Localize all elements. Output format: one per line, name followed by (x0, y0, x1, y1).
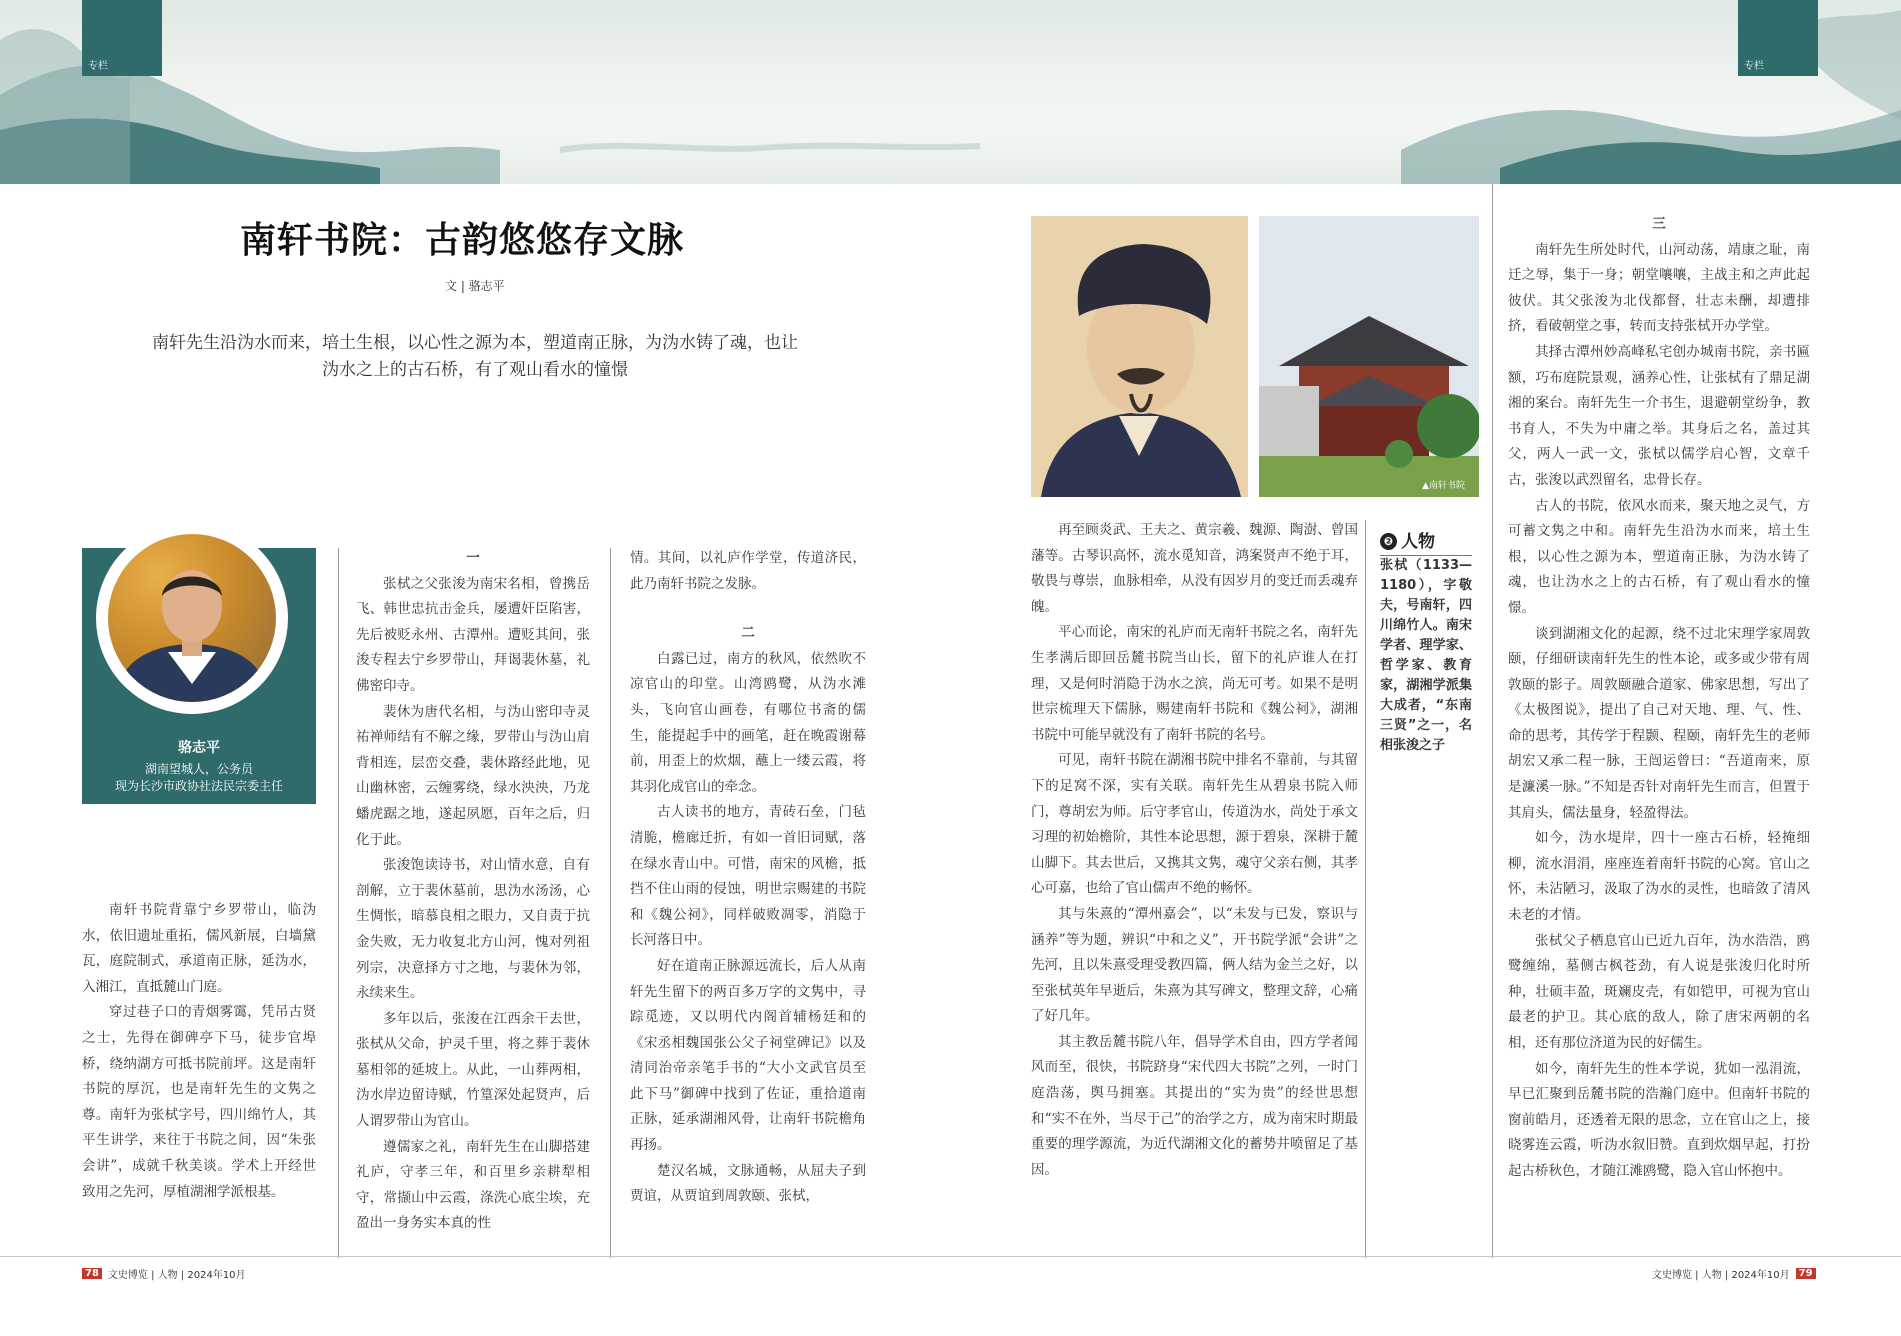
sidebar-heading-text: 人物 (1401, 532, 1435, 552)
author-role (82, 761, 316, 795)
author-photo (108, 534, 276, 702)
section-heading: 一 (466, 550, 480, 566)
footer-text: 文史博览 | 人物 | 2024年10月 (1652, 1270, 1790, 1281)
sidebar-number-icon: ❷ (1380, 533, 1397, 550)
body-column-5 (1508, 212, 1810, 1185)
body-column-3 (630, 546, 866, 1210)
lead-line: 南轩先生沿沩水而来，培土生根，以心性之源为本，塑道南正脉，为沩水铸了魂，也让 (152, 333, 798, 353)
column-divider (610, 548, 611, 1258)
paragraph: 如今，南轩先生的性本学说，犹如一泓涓流，早已汇聚到岳麓书院的浩瀚门庭中。但南轩书院的窗前皓月，还透着无限的思念，立在官山之上，接晓雾连云霞，听沩水叙旧赞。直到炊烟早起，打扮起古桥秋色，才随江滩鸥鹭，隐入官山怀抱中。 (1508, 1060, 1810, 1179)
paragraph: 情。其间，以礼庐作学堂，传道济民，此乃南轩书院之发脉。 (630, 550, 866, 592)
section-heading: 三 (1652, 216, 1666, 232)
paragraph: 古人的书院，依风水而来，聚天地之灵气，方可蓄文隽之中和。南轩先生沿沩水而来，培土生根，以心性之源为本，塑道南正脉，为沩水铸了魂，也让沩水之上的古石桥，有了观山看水的憧憬。 (1508, 497, 1810, 616)
body-column-4 (1031, 518, 1358, 1183)
paragraph: 张栻父子栖息官山已近九百年，沩水浩浩，鸥鹭缠绵，墓侧古枫苍劲，有人说是张浚归化时所种，壮硕丰盈，斑斓皮壳，有如铠甲，可视为官山最老的护卫。其心底的敌人，除了唐宋两朝的名相，还有那位济道为民的好儒生。 (1508, 932, 1810, 1051)
paragraph: 南轩先生所处时代，山河动荡，靖康之耻，南迁之辱，集于一身；朝堂嚷嚷，主战主和之声此起彼伏。其父张浚为北伐都督，壮志未酬，却遭排挤，看破朝堂之事，转而支持张栻开办学堂。 (1508, 241, 1810, 335)
article-lead (125, 330, 825, 384)
paragraph: 楚汉名城，文脉通畅，从屈夫子到贾谊，从贾谊到周敦颐、张栻， (630, 1162, 866, 1205)
paragraph: 白露已过，南方的秋风，依然吹不凉官山的印堂。山湾鸥鹭，从沩水滩头，飞向官山画卷，有哪位书斋的儒生，能提起手中的画笔，赶在晚霞谢幕前，用歪上的炊烟，蘸上一缕云霞，将其羽化成官山的牵念。 (630, 650, 866, 795)
paragraph: 其择古潭州妙高峰私宅创办城南书院，亲书匾额，巧布庭院景观，涵养心性，让张栻有了鼎足湖湘的案台。南轩先生一介书生，退避朝堂纷争，教书育人，不失为中庸之举。其身后之名，盖过其父，两人一武一文，张栻以儒学启心智，文章千古，张浚以武烈留名，忠骨长存。 (1508, 343, 1810, 488)
column-divider (1492, 184, 1493, 1258)
author-role-line: 湖南望城人，公务员 (144, 762, 253, 776)
article-byline: 文 | 骆志平 (445, 279, 505, 293)
paragraph: 遵儒家之礼，南轩先生在山脚搭建礼庐，守孝三年，和百里乡亲耕犁相守，常撷山中云霞，涤洗心底尘埃，充盈出一身务实本真的性 (356, 1138, 590, 1232)
body-column-2 (356, 546, 590, 1237)
page-number: 78 (82, 1268, 102, 1279)
paragraph: 古人读书的地方，青砖石垒，门毡清脆，檐廊迁折，有如一首旧词赋，落在绿水青山中。可惜，南宋的风檐，抵挡不住山雨的侵蚀，明世宗赐建的书院和《魏公祠》，同样破败凋零，消隐于长河落日中。 (630, 804, 866, 949)
paragraph: 南轩书院背靠宁乡罗带山，临沩水，依旧遗址重拓，儒风新展，白墙黛瓦，庭院制式，承道南正脉，延沩水，入湘江，直抵麓山门庭。 (82, 902, 316, 995)
paragraph: 其主教岳麓书院八年，倡导学术自由，四方学者闻风而至，很快，书院跻身“宋代四大书院”之列，一时门庭浩荡，舆马拥塞。其提出的“实为贵”的经世思想和“实不在外，当尽于己”的治学之方，成为南宋时期最重要的理学源流，为近代湖湘文化的蓄势井喷留足了基因。 (1031, 1033, 1358, 1178)
sidebar-heading (1380, 527, 1472, 556)
author-role-line: 现为长沙市政协社法民宗委主任 (114, 779, 283, 793)
paragraph: 张浚饱读诗书，对山情水意，自有剖解，立于裴休墓前，思沩水汤汤，心生惆怅，暗慕良相之眼力，又自责于抗金失败，无力收复北方山河，愧对列祖列宗，决意择方寸之地，与裴休为邻，永续来生。 (356, 857, 590, 1002)
footer-text: 文史博览 | 人物 | 2024年10月 (107, 1270, 246, 1281)
paragraph: 裴休为唐代名相，与沩山密印寺灵祐禅师结有不解之缘，罗带山与沩山肩背相连，层峦交叠，裴休路经此地，见山幽林密，云缠雾绕，绿水泱泱，乃龙蟠虎踞之地，遂起夙愿，百年之后，归化于此。 (356, 703, 590, 848)
body-column-1 (82, 898, 316, 1205)
lead-line: 沩水之上的古石桥，有了观山看水的憧憬 (322, 360, 628, 380)
paragraph: 其与朱熹的“潭州嘉会”，以“未发与已发，察识与涵养”等为题，辨识“中和之义”，开书院学派“会讲”之先河，且以朱熹受理受教四篇，俩人结为金兰之好，以至张栻英年早逝后，朱熹为其写碑文，整理文辞，心痛了好几年。 (1031, 905, 1358, 1025)
paragraph: 如今，沩水堤岸，四十一座古石桥，轻掩细柳，流水涓涓，座座连着南轩书院的心窝。官山之怀，未沾陋习，汲取了沩水的灵性，也暗敛了清风未老的才情。 (1508, 830, 1810, 924)
section-tag-left: 专栏 (82, 0, 162, 76)
paragraph: 平心而论，南宋的礼庐而无南轩书院之名，南轩先生孝满后即回岳麓书院当山长，留下的礼庐谁人在打理，又是何时消隐于沩水之滨，尚无可考。如果不是明世宗梳理天下儒脉，赐建南轩书院和《魏公祠》，湖湘书院中可能早就没有了南轩书院的名号。 (1031, 624, 1358, 743)
footer-left (82, 1266, 246, 1281)
sidebar-bio: 张栻（1133—1180），字敬夫，号南轩，四川绵竹人。南宋学者、理学家、哲学家、教育家，湖湘学派集大成者，“东南三贤”之一，名相张浚之子 (1380, 558, 1472, 753)
paragraph: 多年以后，张浚在江西余干去世，张栻从父命，护灵千里，将之葬于裴休墓相邻的延坡上。从此，一山葬两相，沩水岸边留诗赋，竹篁深处起贤声，后人谓罗带山为官山。 (356, 1010, 590, 1130)
author-name: 骆志平 (178, 740, 220, 756)
paragraph: 好在道南正脉源远流长，后人从南轩先生留下的两百多万字的文隽中，寻踪觅迹，又以明代内阁首辅杨廷和的《宋丞相魏国张公父子祠堂碑记》以及清同治帝亲笔手书的“大小文武官员至此下马”御碑中找到了佐证，重拾道南正脉，延承湖湘风骨，让南轩书院檐角再扬。 (630, 957, 866, 1154)
paragraph: 谈到湖湘文化的起源，绕不过北宋理学家周敦颐，仔细研读南轩先生的性本论，或多或少带有周敦颐的影子。周敦颐融合道家、佛家思想，写出了《太极图说》，提出了自己对天地、理、气、性、命的思考，其传学于程颢、程颐，南轩先生的老师胡宏又承二程一脉，王闿运曾曰：“吾道南来，原是濂溪一脉。”不知是否针对南轩先生而言，但置于其肩头，儒法量身，轻盈得法。 (1508, 625, 1810, 821)
column-divider (338, 548, 339, 1258)
column-divider (1365, 520, 1366, 1258)
footer-right (1652, 1266, 1816, 1281)
section-heading: 二 (741, 625, 755, 642)
article-title: 南轩书院：古韵悠悠存文脉 (240, 220, 685, 261)
academy-building-photo (1259, 216, 1479, 497)
paragraph: 可见，南轩书院在湖湘书院中排名不靠前，与其留下的足窝不深，实有关联。南轩先生从碧泉书院入师门，尊胡宏为师。后守孝官山，传道沩水，尚处于承文习理的初始檐阶，其性本论思想，源于碧泉，深耕于麓山脚下。其去世后，又携其文隽，魂守父亲右侧，其孝心可嘉，也给了官山儒声不绝的畅怀。 (1031, 752, 1358, 897)
section-tag-right: 专栏 (1738, 0, 1818, 76)
paragraph: 张栻之父张浚为南宋名相，曾携岳飞、韩世忠抗击金兵，屡遭奸臣陷害，先后被贬永州、古潭州。遭贬其间，张浚专程去宁乡罗带山，拜谒裴休墓，礼佛密印寺。 (356, 575, 590, 694)
author-avatar (96, 522, 288, 714)
portrait-painting (1031, 216, 1248, 497)
paragraph: 穿过巷子口的青烟雾霭，凭吊古贤之士，先得在御碑亭下马，徒步官埠桥，绕纳湖方可抵书院前坪。这是南轩书院的厚沉，也是南轩先生的文隽之尊。南轩为张栻字号，四川绵竹人，其平生讲学，来往于书院之间，因“朱张会讲”，成就千秋美谈。学术上开经世致用之先河，厚植湖湘学派根基。 (82, 1004, 316, 1200)
paragraph: 再至顾炎武、王夫之、黄宗羲、魏源、陶澍、曾国藩等。古琴识高怀，流水觅知音，鸿案贤声不绝于耳，敬畏与尊崇，血脉相牵，从没有因岁月的变迁而丢魂弃魄。 (1031, 522, 1358, 615)
page-number: 79 (1796, 1268, 1816, 1279)
header-banner (0, 0, 1901, 184)
mountain-landscape-illustration (0, 0, 1901, 184)
photo-caption: ▲南轩书院 (1422, 481, 1465, 491)
footer-rule (0, 1256, 1901, 1257)
spacer (630, 597, 866, 621)
